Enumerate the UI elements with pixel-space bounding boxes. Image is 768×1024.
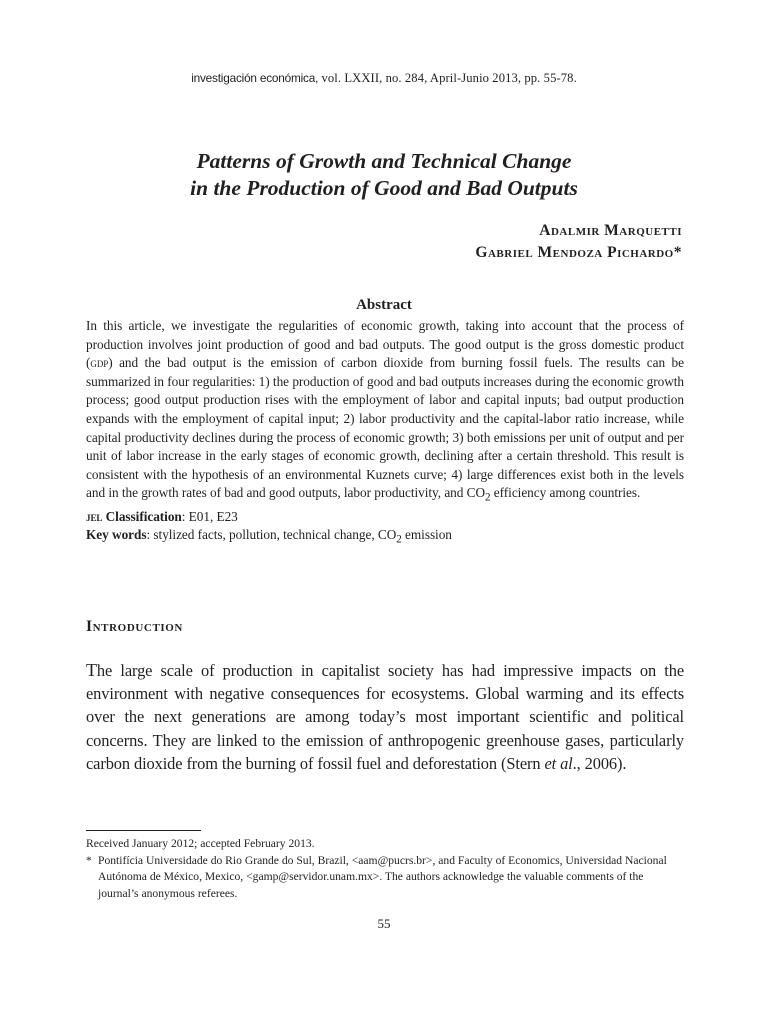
abstract-text-part: efficiency among countries. [490, 485, 641, 501]
keywords-value: emission [401, 527, 452, 543]
journal-citation: vol. LXXII, no. 284, April-Junio 2013, pp. 55-78. [318, 71, 577, 85]
classification-value: : E01, E23 [181, 508, 238, 524]
et-al: et al [544, 753, 573, 773]
affiliation-text: Pontifícia Universidade do Rio Grande do Sul, Brazil, <aam@pucrs.br>, and Faculty of Economics, Universidad Nacional Autónoma de México, Mexico, <gamp@servidor.unam.mx>. The authors acknowledge the valuable comments of the journal’s anonymous referees. [98, 853, 667, 900]
abstract-text-part: ) and the bad output is the emission of carbon dioxide from burning fossil fuels. The results can be summarized in four regularities: 1) the production of good and bad outputs increases during the economic growth process; good output production rises with the employment of labor and capital inputs; bad output production expands with the employment of capital input; 2) labor productivity and the capital-labor ratio increase, while capital productivity declines during the process of economic growth; 3) both emissions per unit of output and per unit of labor increase in the early stages of economic growth, declining after a certain threshold. This result is consistent with the hypothesis of an environmental Kuznets curve; 4) large differences exist both in the levels and in the growth rates of bad and good outputs, labor productivity, and CO [86, 355, 684, 501]
page-number: 55 [377, 916, 391, 931]
introduction-body [86, 659, 684, 775]
article-title [80, 148, 688, 202]
gdp-abbreviation: gdp [90, 355, 109, 371]
classification-label: Classification [102, 508, 182, 524]
introduction-text: ., 2006). [572, 753, 627, 773]
keywords-value: : stylized facts, pollution, technical change, CO [146, 527, 397, 543]
abstract-block [86, 317, 684, 549]
key-words [86, 526, 684, 549]
co2-subscript: 2 [396, 533, 402, 546]
introduction-heading: Introduction [86, 618, 183, 635]
affiliation-footnote [86, 853, 686, 903]
jel-label: jel [86, 508, 103, 524]
co2-subscript: 2 [485, 492, 491, 504]
footnote-mark: * [86, 853, 92, 867]
initial-letter: T [86, 660, 97, 680]
author-name: Gabriel Mendoza Pichardo* [475, 244, 682, 261]
article-title-line-1: Patterns of Growth and Technical Change [196, 149, 572, 173]
abstract-text [86, 317, 684, 508]
author-list [475, 220, 682, 264]
introduction-text: he large scale of production in capitalist society has had impressive impacts on the environment with negative consequences for ecosystems. Global warming and its effects over the next generations are among today’s most important scientific and political concerns. They are linked to the emission of anthropogenic greenhouse gases, particularly carbon dioxide from the burning of fossil fuel and deforestation (Stern [86, 661, 684, 773]
abstract-heading: Abstract [356, 297, 412, 313]
footnote-divider [86, 830, 201, 831]
footnotes [86, 836, 686, 902]
running-head [0, 71, 768, 86]
article-title-line-2: in the Production of Good and Bad Outputs [190, 176, 578, 200]
received-note: Received January 2012; accepted February 2013. [86, 837, 315, 850]
author-name: Adalmir Marquetti [539, 222, 682, 239]
journal-name: investigación económica, [191, 71, 319, 85]
abstract-text-part: In this article, we investigate the regularities of economic growth, taking into account that the process of production involves joint production of good and bad outputs. The good output is the gross domestic product ( [86, 318, 684, 371]
keywords-label: Key words [86, 527, 147, 543]
jel-classification [86, 508, 684, 527]
introduction-paragraph [86, 659, 684, 775]
